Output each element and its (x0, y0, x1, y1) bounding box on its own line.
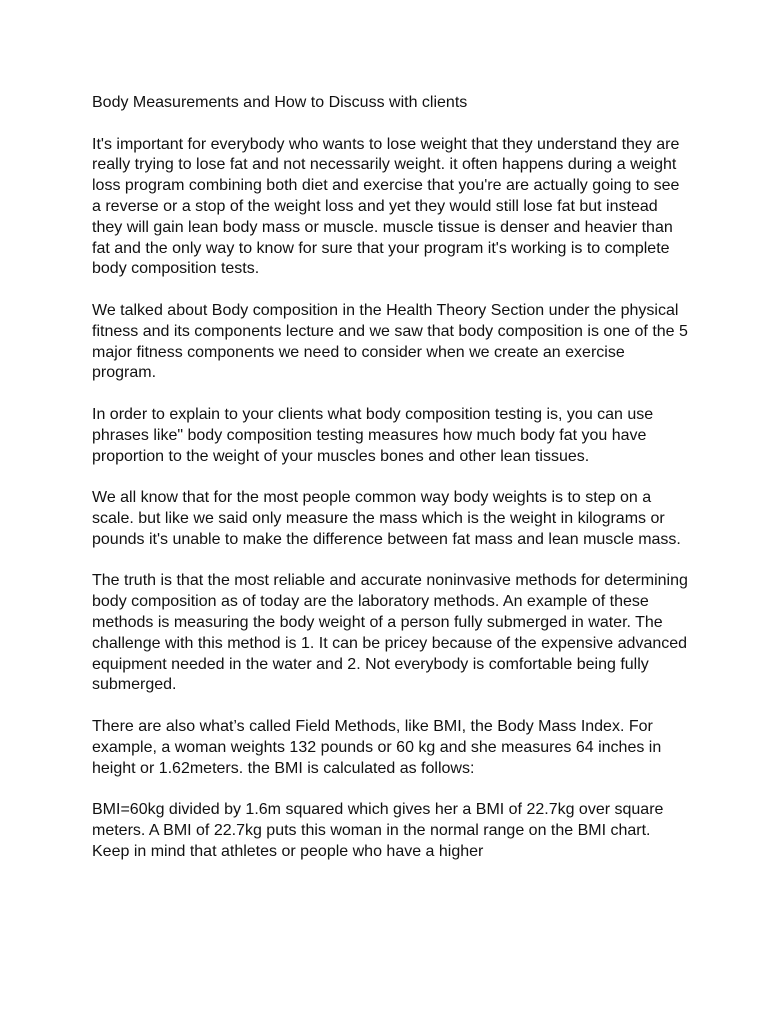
document-body (92, 93, 692, 883)
paragraph-laboratory-methods: The truth is that the most reliable and accurate noninvasive methods for determining body composition as of today are the laboratory methods. An example of these methods is measuring the body weight of a person fully submerged in water. The challenge with this method is 1. It can be pricey because of the expensive advanced equipment needed in the water and 2. Not everybody is comfortable being fully submerged. (92, 572, 688, 694)
paragraph-field-methods: There are also what’s called Field Methods, like BMI, the Body Mass Index. For example, a woman weights 132 pounds or 60 kg and she measures 64 inches in height or 1.62meters. the BMI is calculated as follows: (92, 717, 662, 777)
paragraph-scale-weight: We all know that for the most people common way body weights is to step on a scale. but like we said only measure the mass which is the weight in kilograms or pounds it's unable to make the difference between fat mass and lean muscle mass. (92, 489, 681, 548)
paragraph-health-theory: We talked about Body composition in the Health Theory Section under the physical fitness and its components lecture and we saw that body composition is one of the 5 major fitness components we need to consider when we create an exercise program. (92, 301, 688, 382)
paragraph-bmi-calculation: BMI=60kg divided by 1.6m squared which gives her a BMI of 22.7kg over square meters. A BMI of 22.7kg puts this woman in the normal range on the BMI chart. Keep in mind that athletes or people who have a higher (92, 801, 664, 860)
paragraph-weight-vs-fat: It's important for everybody who wants to lose weight that they understand they are really trying to lose fat and not necessarily weight. it often happens during a weight loss program combining both diet and exercise that you're are actually going to see a reverse or a stop of the weight loss and yet they would still lose fat but instead they will gain lean body mass or muscle. muscle tissue is denser and heavier than fat and the only way to know for sure that your program it's working is to complete body composition tests. (92, 135, 680, 278)
paragraph-explain-clients: In order to explain to your clients what body composition testing is, you can use phrases like" body composition testing measures how much body fat you have proportion to the weight of your muscles bones and other lean tissues. (92, 405, 654, 465)
document-title: Body Measurements and How to Discuss with clients (92, 94, 468, 111)
